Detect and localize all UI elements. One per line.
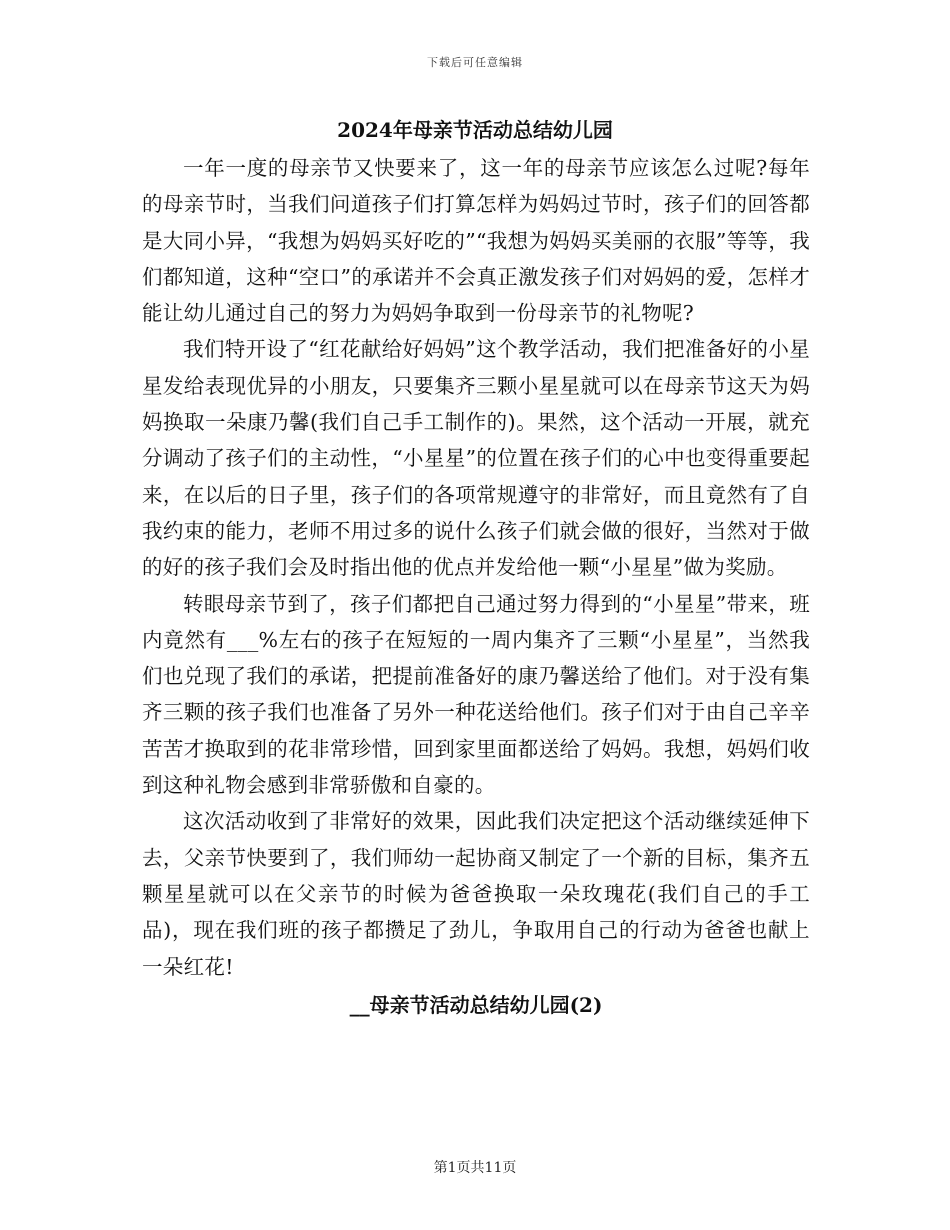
header-note: 下载后可任意编辑	[427, 56, 523, 69]
paragraph-2: 我们特开设了“红花献给好妈妈”这个教学活动，我们把准备好的小星星发给表现优异的小朋友，只要集齐三颗小星星就可以在母亲节这天为妈妈换取一朵康乃馨(我们自己手工制作的)。果然，这个活动一开展，就充分调动了孩子们的主动性，“小星星”的位置在孩子们的心中也变得重要起来，在以后的日子里，孩子们的各项常规遵守的非常好，而且竟然有了自我约束的能力，老师不用过多的说什么孩子们就会做的很好，当然对于做的好的孩子我们会及时指出他的优点并发给他一颗“小星星”做为奖励。	[142, 337, 810, 580]
page-footer: 第1页共11页	[433, 1160, 517, 1176]
document-title: 2024年母亲节活动总结幼儿园	[337, 118, 613, 142]
paragraph-3: 转眼母亲节到了，孩子们都把自己通过努力得到的“小星星”带来，班内竟然有___%左右的孩子在短短的一周内集齐了三颗“小星星”，当然我们也兑现了我们的承诺，把提前准备好的康乃馨送给了他们。对于没有集齐三颗的孩子我们也准备了另外一种花送给他们。孩子们对于由自己辛辛苦苦才换取到的花非常珍惜，回到家里面都送给了妈妈。我想，妈妈们收到这种礼物会感到非常骄傲和自豪的。	[142, 591, 810, 798]
paragraph-4: 这次活动收到了非常好的效果，因此我们决定把这个活动继续延伸下去，父亲节快要到了，我们师幼一起协商又制定了一个新的目标，集齐五颗星星就可以在父亲节的时候为爸爸换取一朵玫瑰花(我们自己的手工品)，现在我们班的孩子都攒足了劲儿，争取用自己的行动为爸爸也献上一朵红花!	[142, 809, 810, 979]
document-body	[142, 150, 810, 1023]
paragraph-1: 一年一度的母亲节又快要来了，这一年的母亲节应该怎么过呢?每年的母亲节时，当我们问道孩子们打算怎样为妈妈过节时，孩子们的回答都是大同小异，“我想为妈妈买好吃的”“我想为妈妈买美丽的衣服”等等，我们都知道，这种“空口”的承诺并不会真正激发孩子们对妈妈的爱，怎样才能让幼儿通过自己的努力为妈妈争取到一份母亲节的礼物呢?	[142, 156, 810, 326]
section-subtitle: __母亲节活动总结幼儿园(2)	[349, 992, 603, 1017]
